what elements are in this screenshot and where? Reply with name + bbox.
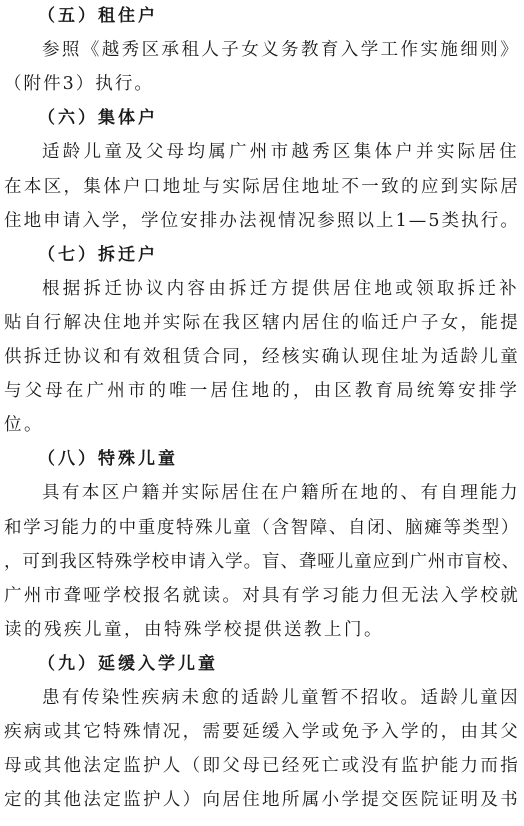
paragraph-line — [0, 68, 524, 100]
paragraph-line-text: 疾病或其它特殊情况，需要延缓入学或免予入学的，由其父 — [4, 722, 521, 743]
section-heading-text: （五）租住户 — [38, 6, 158, 26]
paragraph-line — [0, 614, 524, 646]
section-heading — [0, 102, 524, 134]
paragraph-line — [0, 375, 524, 407]
paragraph-line-text: 定的其他法定监护人）向居住地所属小学提交医院证明及书 — [4, 790, 521, 811]
paragraph-line — [0, 716, 524, 748]
section-heading-text: （六）集体户 — [38, 108, 158, 129]
paragraph-line-text: 参照《越秀区承租人子女义务教育入学工作实施细则》 — [42, 40, 521, 61]
paragraph-line — [0, 750, 524, 782]
section-heading-text: （七）拆迁户 — [38, 244, 158, 265]
paragraph-line-text: ，可到我区特殊学校申请入学。盲、聋哑儿童应到广州市盲校、 — [4, 551, 521, 572]
paragraph-line-text: 和学习能力的中重度特殊儿童（含智障、自闭、脑瘫等类型） — [4, 517, 520, 538]
paragraph-line — [0, 682, 524, 714]
paragraph-line-text: 根据拆迁协议内容由拆迁方提供居住地或领取拆迁补 — [42, 278, 520, 299]
section-heading — [0, 648, 524, 680]
paragraph-line — [0, 546, 524, 578]
paragraph-line — [0, 477, 524, 509]
paragraph-line-text: 具有本区户籍并实际居住在户籍所在地的、有自理能力 — [42, 483, 521, 504]
paragraph-line — [0, 784, 524, 816]
section-heading-text: （八）特殊儿童 — [38, 449, 178, 470]
paragraph-line — [0, 580, 524, 612]
paragraph-line-text: 供拆迁协议和有效租赁合同，经核实确认现住址为适龄儿童 — [4, 347, 521, 367]
paragraph-line — [0, 512, 524, 544]
paragraph-line-text: 在本区，集体户口地址与实际居住地址不一致的应到实际居 — [4, 176, 521, 197]
paragraph-line — [0, 34, 524, 66]
paragraph-line-text: 读的残疾儿童，由特殊学校提供送教上门。 — [4, 619, 384, 640]
paragraph-line — [0, 205, 524, 237]
paragraph-line-text: 贴自行解决住地并实际在我区辖内居住的临迁户子女，能提 — [4, 312, 521, 333]
paragraph-line — [0, 171, 524, 203]
paragraph-line-text: 位。 — [4, 415, 44, 436]
paragraph-line — [0, 273, 524, 305]
section-heading — [0, 0, 524, 32]
paragraph-line-text: （附件3）执行。 — [4, 74, 154, 95]
paragraph-line — [0, 307, 524, 339]
paragraph-line — [0, 341, 524, 373]
paragraph-line-text: 住地申请入学，学位安排办法视情况参照以上1—5类执行。 — [4, 210, 520, 231]
paragraph-line-text: 广州市聋哑学校报名就读。对具有学习能力但无法入学校就 — [4, 585, 521, 606]
section-heading-text: （九）延缓入学儿童 — [38, 653, 218, 674]
paragraph-line-text: 母或其他法定监护人（即父母已经死亡或没有监护能力而指 — [4, 756, 521, 777]
paragraph-line-text: 适龄儿童及父母均属广州市越秀区集体户并实际居住 — [42, 142, 520, 163]
paragraph-line-text: 患有传染性疾病未愈的适龄儿童暂不招收。适龄儿童因 — [42, 688, 521, 708]
section-heading — [0, 239, 524, 271]
paragraph-line-text: 与父母在广州市的唯一居住地的，由区教育局统筹安排学 — [4, 381, 520, 402]
paragraph-line — [0, 136, 524, 168]
paragraph-line — [0, 409, 524, 441]
section-heading — [0, 443, 524, 475]
